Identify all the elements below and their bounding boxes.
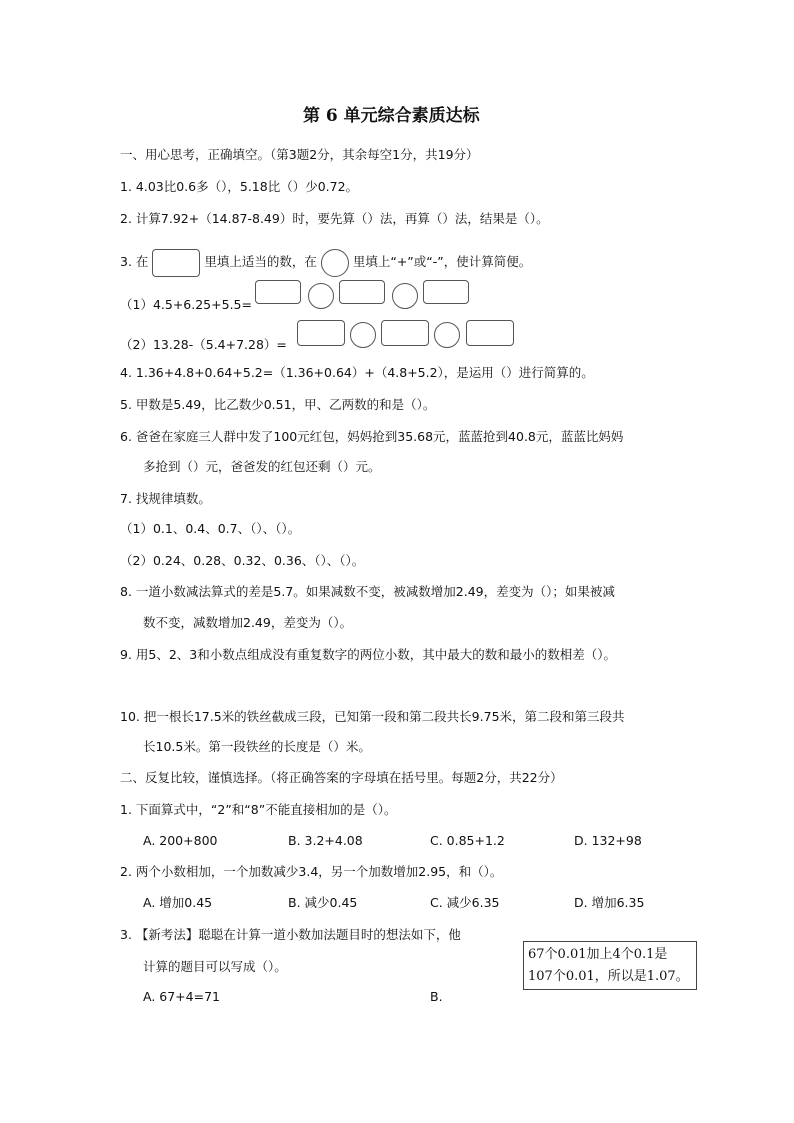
question-1-3-part-c: 里填上“+”或“-”，使计算简便。 <box>352 254 532 269</box>
thinking-note-line-1: 67个0.01加上4个0.1是 <box>528 947 668 962</box>
thinking-note-line-2: 107个0.01，所以是1.07。 <box>528 969 689 984</box>
question-1-10-line-1: 10. 把一根长17.5米的铁丝截成三段，已知第一段和第二段共长9.75米，第二段和第三段共 <box>120 709 625 724</box>
thinking-note-box <box>523 941 697 990</box>
option-a[interactable]: A. 增加0.45 <box>143 895 213 910</box>
question-1-6-line-2: 多抢到（）元，爸爸发的红包还剩（）元。 <box>143 459 381 474</box>
answer-box[interactable] <box>339 280 385 304</box>
example-operator-circle <box>321 249 349 277</box>
question-1-3 <box>120 248 531 277</box>
question-1-3-sub-2: （2）13.28-（5.4+7.28）= <box>120 337 287 352</box>
operator-circle[interactable] <box>392 283 418 309</box>
question-1-1: 1. 4.03比0.6多（），5.18比（）少0.72。 <box>120 179 359 194</box>
question-1-8-line-2: 数不变，减数增加2.49，差变为（）。 <box>143 615 353 630</box>
option-d[interactable]: D. 增加6.35 <box>574 895 645 910</box>
question-1-9: 9. 用5、2、3和小数点组成没有重复数字的两位小数，其中最大的数和最小的数相差（）。 <box>120 647 617 662</box>
operator-circle[interactable] <box>434 322 460 348</box>
question-2-1: 1. 下面算式中，“2”和“8”不能直接相加的是（）。 <box>120 802 397 817</box>
answer-box[interactable] <box>423 280 469 304</box>
question-1-4: 4. 1.36+4.8+0.64+5.2=（1.36+0.64）+（4.8+5.2），是运用（）进行简算的。 <box>120 365 594 380</box>
question-1-3-part-a: 3. 在 <box>120 254 149 269</box>
question-2-2: 2. 两个小数相加，一个加数减少3.4，另一个加数增加2.95，和（）。 <box>120 864 503 879</box>
question-1-10-line-2: 长10.5米。第一段铁丝的长度是（）米。 <box>143 739 371 754</box>
option-c[interactable]: C. 0.85+1.2 <box>430 833 505 848</box>
answer-box[interactable] <box>381 320 429 346</box>
answer-box[interactable] <box>255 280 301 304</box>
operator-circle[interactable] <box>308 283 334 309</box>
question-1-7: 7. 找规律填数。 <box>120 491 211 506</box>
question-1-3-part-b: 里填上适当的数，在 <box>204 254 317 269</box>
question-2-3-line-2: 计算的题目可以写成（）。 <box>143 959 287 974</box>
option-b[interactable]: B. 3.2+4.08 <box>288 833 363 848</box>
operator-circle[interactable] <box>350 322 376 348</box>
answer-box[interactable] <box>297 320 345 346</box>
question-1-5: 5. 甲数是5.49，比乙数少0.51，甲、乙两数的和是（）。 <box>120 397 436 412</box>
option-b[interactable]: B. 减少0.45 <box>288 895 358 910</box>
option-a[interactable]: A. 200+800 <box>143 833 218 848</box>
answer-box[interactable] <box>466 320 514 346</box>
option-c[interactable]: C. 减少6.35 <box>430 895 500 910</box>
question-2-3-line-1: 3. 【新考法】聪聪在计算一道小数加法题目时的想法如下，他 <box>120 927 461 942</box>
question-1-6-line-1: 6. 爸爸在家庭三人群中发了100元红包，妈妈抢到35.68元，蓝蓝抢到40.8元，蓝蓝比妈妈 <box>120 429 624 444</box>
question-1-7-sub-2: （2）0.24、0.28、0.32、0.36、（）、（）。 <box>120 553 365 568</box>
question-1-7-sub-1: （1）0.1、0.4、0.7、（）、（）。 <box>120 521 301 536</box>
question-1-3-sub-1: （1）4.5+6.25+5.5= <box>120 297 252 312</box>
question-1-2: 2. 计算7.92+（14.87-8.49）时，要先算（）法，再算（）法，结果是（）。 <box>120 211 549 226</box>
page-title: 第 6 单元综合素质达标 <box>303 106 480 126</box>
section-1-header: 一、用心思考，正确填空。（第3题2分，其余每空1分，共19分） <box>120 147 479 162</box>
section-2-header: 二、反复比较，谨慎选择。（将正确答案的字母填在括号里。每题2分，共22分） <box>120 770 563 785</box>
option-d[interactable]: D. 132+98 <box>574 833 642 848</box>
option-a[interactable]: A. 67+4=71 <box>143 989 220 1004</box>
question-1-8-line-1: 8. 一道小数减法算式的差是5.7。如果减数不变，被减数增加2.49，差变为（）；如果被减 <box>120 584 615 599</box>
option-b[interactable]: B. <box>430 989 443 1004</box>
example-number-box <box>152 249 200 277</box>
